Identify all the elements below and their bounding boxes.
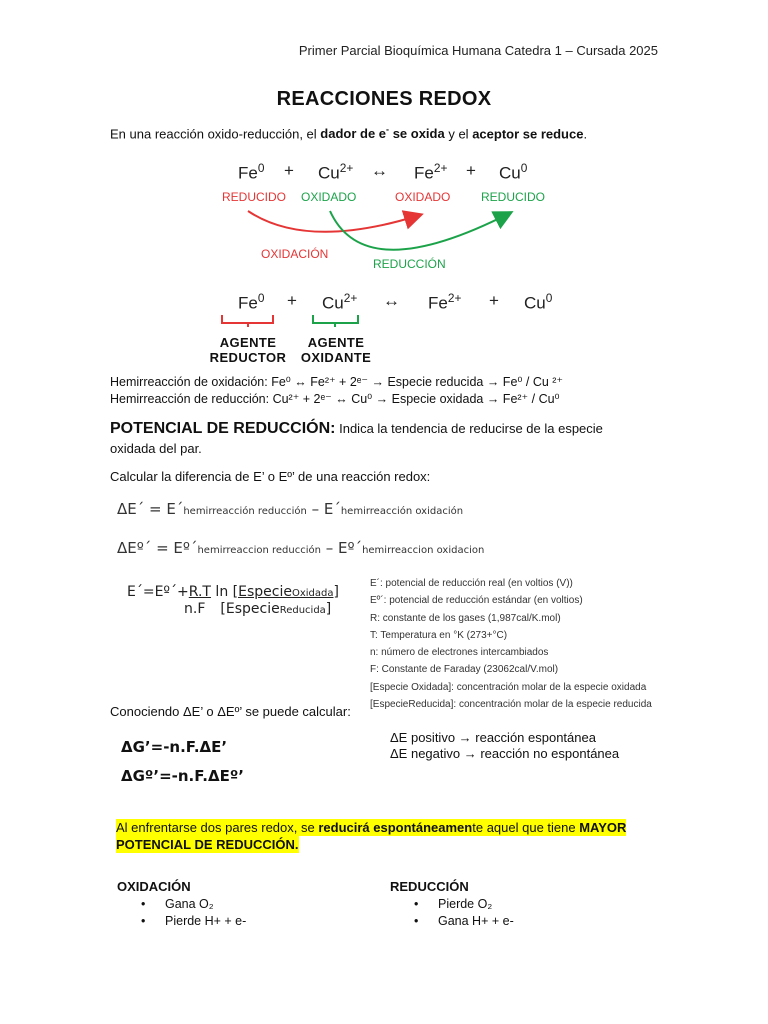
nernst-legend (370, 575, 652, 713)
fe0-species-2: Fe$^0$ (238, 291, 265, 313)
intro-end: . (583, 126, 588, 142)
cu0-species-2: Cu$^0$ (524, 291, 553, 313)
oxidacion-list (117, 896, 246, 930)
label-oxidacion: OXIDACIÓN (261, 247, 329, 261)
nernst-equation-line-2: n.F [EspecieReducida] (184, 601, 332, 617)
legend-item: [EspecieReducida]: concentración molar de la especie reducida (370, 699, 652, 711)
formula-delta-e: ΔE´ = E´hemirreacción reducción – E´hemirreacción oxidación (117, 500, 464, 518)
legend-item: n: número de electrones intercambiados (370, 647, 549, 659)
potencial-desc: Indica la tendencia de reducirse de la especie (335, 421, 603, 436)
reductor-bracket (222, 315, 273, 327)
highlight-line-1: Al enfrentarse dos pares redox, se reducirá espontáneamente aquel que tiene MAYOR (116, 820, 627, 835)
legend-item: [Especie Oxidada]: concentración molar de la especie oxidada (370, 681, 647, 693)
list-item: • Gana O₂ (117, 896, 246, 913)
intro-sup: - (386, 125, 390, 135)
conociendo-text: Conociendo ΔE’ o ΔEº’ se puede calcular: (110, 704, 351, 719)
legend-item: E´: potencial de reducción real (en voltios (V)) (370, 578, 573, 589)
fe2-species: $Fe^{2+}$ (414, 161, 448, 183)
legend-item: R: constante de los gases (1,987cal/K.mol) (370, 612, 561, 624)
page-header: Primer Parcial Bioquímica Humana Catedra 1 – Cursada 2025 (298, 43, 658, 58)
oxidante-bracket (313, 315, 358, 327)
list-item: • Pierde H+ + e- (117, 913, 246, 930)
cu2-species: $Cu^{2+}$ (318, 161, 354, 183)
potencial-heading-line (110, 420, 603, 438)
plus-sign-3: + (287, 291, 297, 310)
formula-delta-e0: ΔEº´ = Eº´hemirreaccion reducción – Eº´hemirreaccion oxidacion (117, 539, 485, 557)
intro-text-mid: y el (444, 126, 473, 142)
label-reduccion: REDUCCIÓN (373, 257, 446, 271)
hemireaccion-reduccion: Hemirreacción de reducción: Cu²⁺ + 2ᵉ⁻ ↔ Cu⁰ → Especie oxidada → Fe²⁺ / Cu⁰ (110, 392, 560, 406)
label-oxidado-2: OXIDADO (395, 190, 451, 204)
electron-transfer-arrows (200, 195, 560, 285)
oxidacion-list-title: OXIDACIÓN (117, 879, 191, 894)
cu2-species-2: $Cu^{2+}$ (322, 291, 358, 313)
legend-item: Eº´: potencial de reducción estándar (en voltios) (370, 595, 583, 607)
list-item: • Gana H+ + e- (390, 913, 514, 930)
intro-paragraph (110, 125, 587, 141)
hemireaccion-oxidacion: Hemirreacción de oxidación: Fe⁰ ↔ Fe²⁺ + 2ᵉ⁻ → Especie reducida → Fe⁰ / Cu ²⁺ (110, 375, 564, 389)
cu0-species: Cu$^0$ (499, 161, 528, 183)
intro-text: En una reacción oxido-reducción, el (110, 126, 321, 142)
label-oxidado-1: OXIDADO (301, 190, 357, 204)
legend-item: T: Temperatura en °K (273+°C) (370, 629, 508, 641)
agente-oxidante-label: AGENTE OXIDANTE (300, 335, 372, 365)
plus-sign: + (284, 161, 294, 180)
fe2-species-2: $Fe^{2+}$ (428, 291, 462, 313)
reduccion-list-title: REDUCCIÓN (390, 879, 469, 894)
page-title: REACCIONES REDOX (276, 88, 492, 110)
label-reducido-1: REDUCIDO (222, 190, 287, 204)
agente-reductor-label: AGENTE REDUCTOR (209, 335, 287, 365)
reduccion-list (390, 896, 514, 930)
legend-item: F: Constante de Faraday (23062cal/V.mol) (370, 664, 559, 676)
potencial-heading: POTENCIAL DE REDUCCIÓN: (110, 420, 336, 437)
highlight-line-2: POTENCIAL DE REDUCCIÓN. (116, 837, 299, 852)
label-reducido-2: REDUCIDO (481, 190, 546, 204)
calcular-text: Calcular la diferencia de E’ o Eº’ de una reacción redox: (110, 469, 431, 484)
agent-brackets (218, 313, 368, 329)
fe0-species: Fe$^0$ (238, 161, 265, 183)
equilibrium-arrow-2: ↔ (383, 291, 400, 310)
spontaneous-negative: ΔE negativo → reacción no espontánea (390, 746, 620, 761)
nernst-equation-line-1: E´=Eº´+R.T ln [EspecieOxidada] (127, 584, 339, 600)
plus-sign-2: + (466, 161, 476, 180)
oxidation-arrow (248, 211, 420, 232)
gibbs-formula-2: ΔGº’=-n.F.ΔEº’ (121, 767, 245, 785)
potencial-desc-2: oxidada del par. (110, 441, 202, 456)
spontaneous-positive: ΔE positivo → reacción espontánea (390, 730, 596, 745)
gibbs-formula-1: ΔG’=-n.F.ΔE’ (121, 738, 228, 756)
intro-bold-oxidizes: se oxida (389, 126, 445, 142)
plus-sign-4: + (489, 291, 499, 310)
intro-bold-acceptor: aceptor se reduce (472, 126, 584, 142)
list-item: • Pierde O₂ (390, 896, 514, 913)
equilibrium-arrow: ↔ (371, 161, 388, 180)
intro-bold-donor: dador de e (320, 126, 387, 142)
